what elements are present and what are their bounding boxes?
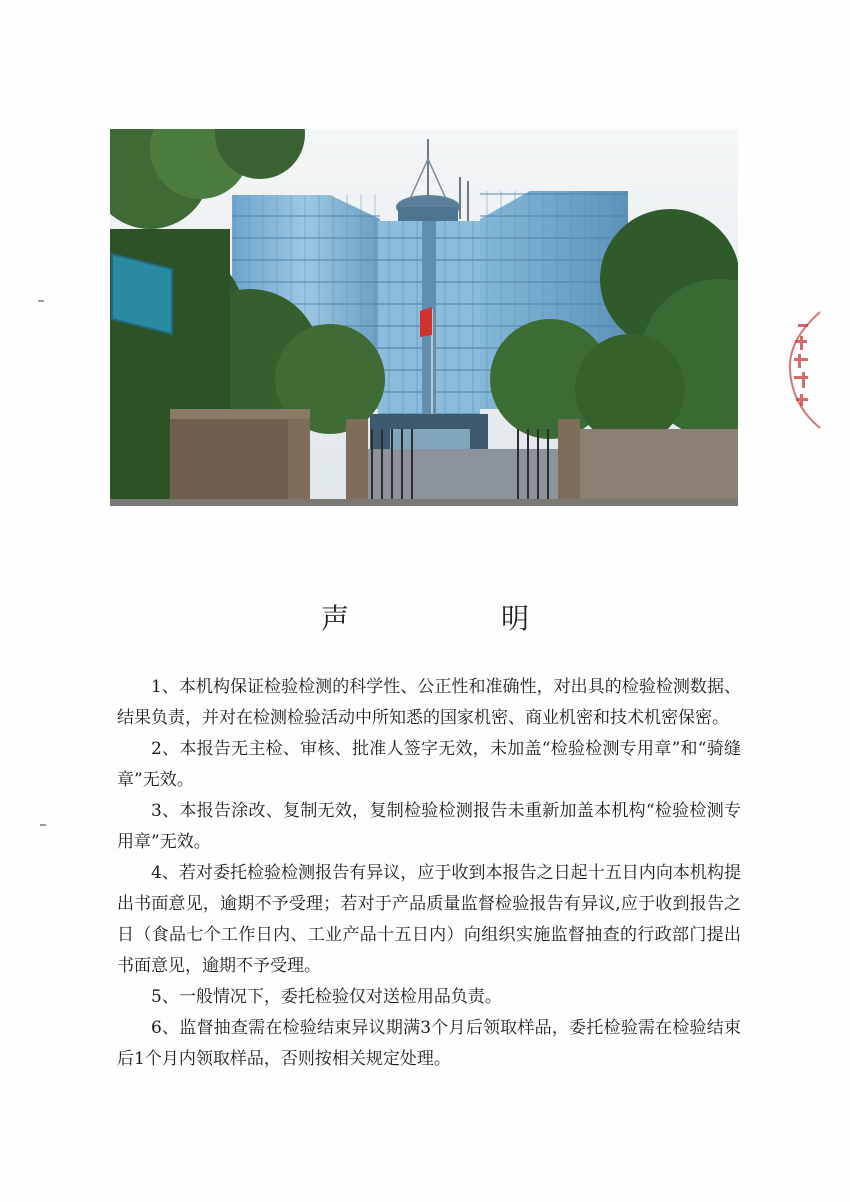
clause-1: 1、本机构保证检验检测的科学性、公正性和准确性，对出具的检验检测数据、结果负责，并对在检测检验活动中所知悉的国家机密、商业机密和技术机密保密。 xyxy=(117,677,741,728)
statement-body xyxy=(117,672,741,1075)
clause-3: 3、本报告涂改、复制无效，复制检验检测报告未重新加盖本机构“检验检测专用章”无效。 xyxy=(117,801,741,852)
statement-title: 声 明 xyxy=(320,602,591,635)
seam-stamp xyxy=(780,310,830,430)
building-photo xyxy=(110,129,738,506)
scan-mark xyxy=(40,824,46,826)
clause-5: 5、一般情况下，委托检验仅对送检用品负责。 xyxy=(151,987,502,1007)
scan-mark xyxy=(38,300,44,302)
clause-2: 2、本报告无主检、审核、批准人签字无效，未加盖“检验检测专用章”和“骑缝章”无效。 xyxy=(117,739,741,790)
clause-4: 4、若对委托检验检测报告有异议，应于收到本报告之日起十五日内向本机构提出书面意见，逾期不予受理；若对于产品质量监督检验报告有异议,应于收到报告之日（食品七个工作日内、工业产品十五日内）向组织实施监督抽查的行政部门提出书面意见，逾期不予受理。 xyxy=(117,863,741,976)
clause-6: 6、监督抽查需在检验结束异议期满3个月后领取样品，委托检验需在检验结束后1个月内领取样品，否则按相关规定处理。 xyxy=(117,1018,741,1069)
